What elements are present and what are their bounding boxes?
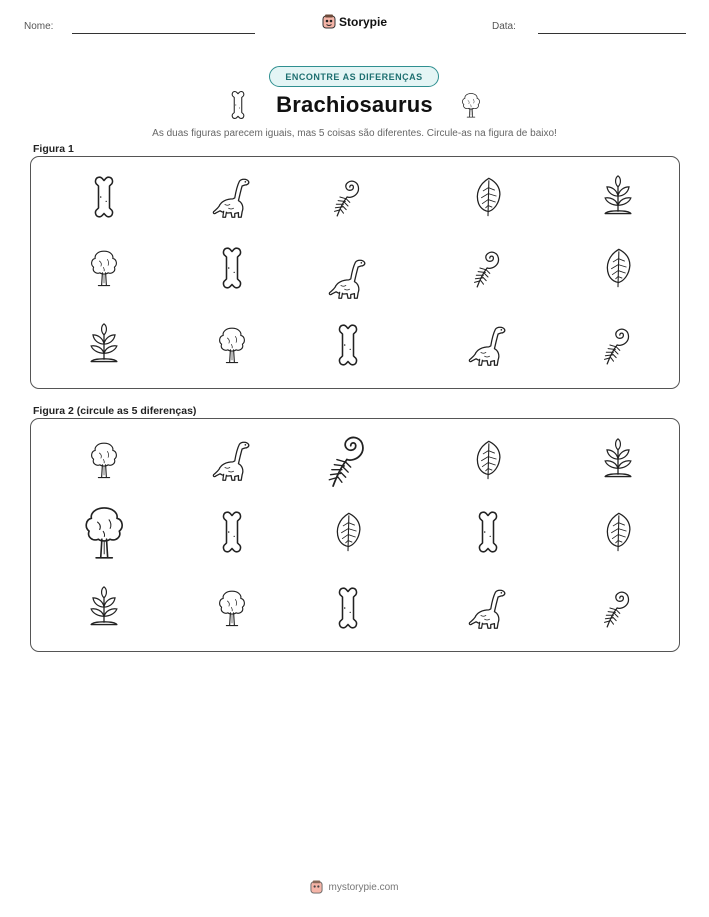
tree-icon[interactable] xyxy=(216,583,248,633)
tree-icon xyxy=(88,243,120,293)
bone-icon xyxy=(221,244,243,292)
fern-icon xyxy=(330,173,366,221)
sprout-icon xyxy=(84,322,124,368)
fern-icon[interactable] xyxy=(600,584,636,632)
fern-icon[interactable] xyxy=(323,426,373,493)
tree-icon[interactable] xyxy=(88,435,120,485)
brand-name: Storypie xyxy=(339,14,388,29)
sprout-icon[interactable] xyxy=(84,585,124,631)
tree-icon xyxy=(216,320,248,370)
figure-2-label: Figura 2 (circule as 5 diferenças) xyxy=(33,405,197,417)
sprout-icon xyxy=(598,174,638,220)
figure-1-label: Figura 1 xyxy=(33,143,74,155)
leaf-icon[interactable] xyxy=(331,507,365,557)
page-title: Brachiosaurus xyxy=(276,92,433,117)
name-label: Nome: xyxy=(24,21,54,32)
leaf-icon[interactable] xyxy=(601,507,635,557)
brachiosaurus-icon xyxy=(464,322,512,368)
leaf-icon[interactable] xyxy=(471,435,505,485)
tree-icon[interactable] xyxy=(81,496,127,569)
title-bone-icon xyxy=(230,90,246,120)
name-line[interactable] xyxy=(72,33,255,34)
brand-logo xyxy=(322,14,387,29)
brachiosaurus-icon xyxy=(324,255,372,301)
date-label: Data: xyxy=(492,21,516,32)
activity-badge: ENCONTRE AS DIFERENÇAS xyxy=(269,66,439,87)
footer-url[interactable]: mystorypie.com xyxy=(328,881,399,893)
title-tree-icon xyxy=(460,90,482,120)
bone-icon[interactable] xyxy=(477,508,499,556)
date-line[interactable] xyxy=(538,33,686,34)
bone-icon xyxy=(337,321,359,369)
storypie-mascot-icon xyxy=(322,14,336,29)
brachiosaurus-icon xyxy=(208,174,256,220)
fern-icon xyxy=(470,244,506,292)
bone-icon[interactable] xyxy=(221,508,243,556)
brachiosaurus-icon[interactable] xyxy=(208,437,256,483)
bone-icon xyxy=(93,173,115,221)
brachiosaurus-icon[interactable] xyxy=(464,585,512,631)
storypie-mascot-icon xyxy=(310,880,323,894)
fern-icon xyxy=(600,321,636,369)
leaf-icon xyxy=(601,243,635,293)
leaf-icon xyxy=(471,172,505,222)
instructions: As duas figuras parecem iguais, mas 5 coisas são diferentes. Circule-as na figura de baixo! xyxy=(152,128,557,139)
sprout-icon[interactable] xyxy=(598,437,638,483)
footer xyxy=(0,880,709,894)
bone-icon[interactable] xyxy=(337,584,359,632)
